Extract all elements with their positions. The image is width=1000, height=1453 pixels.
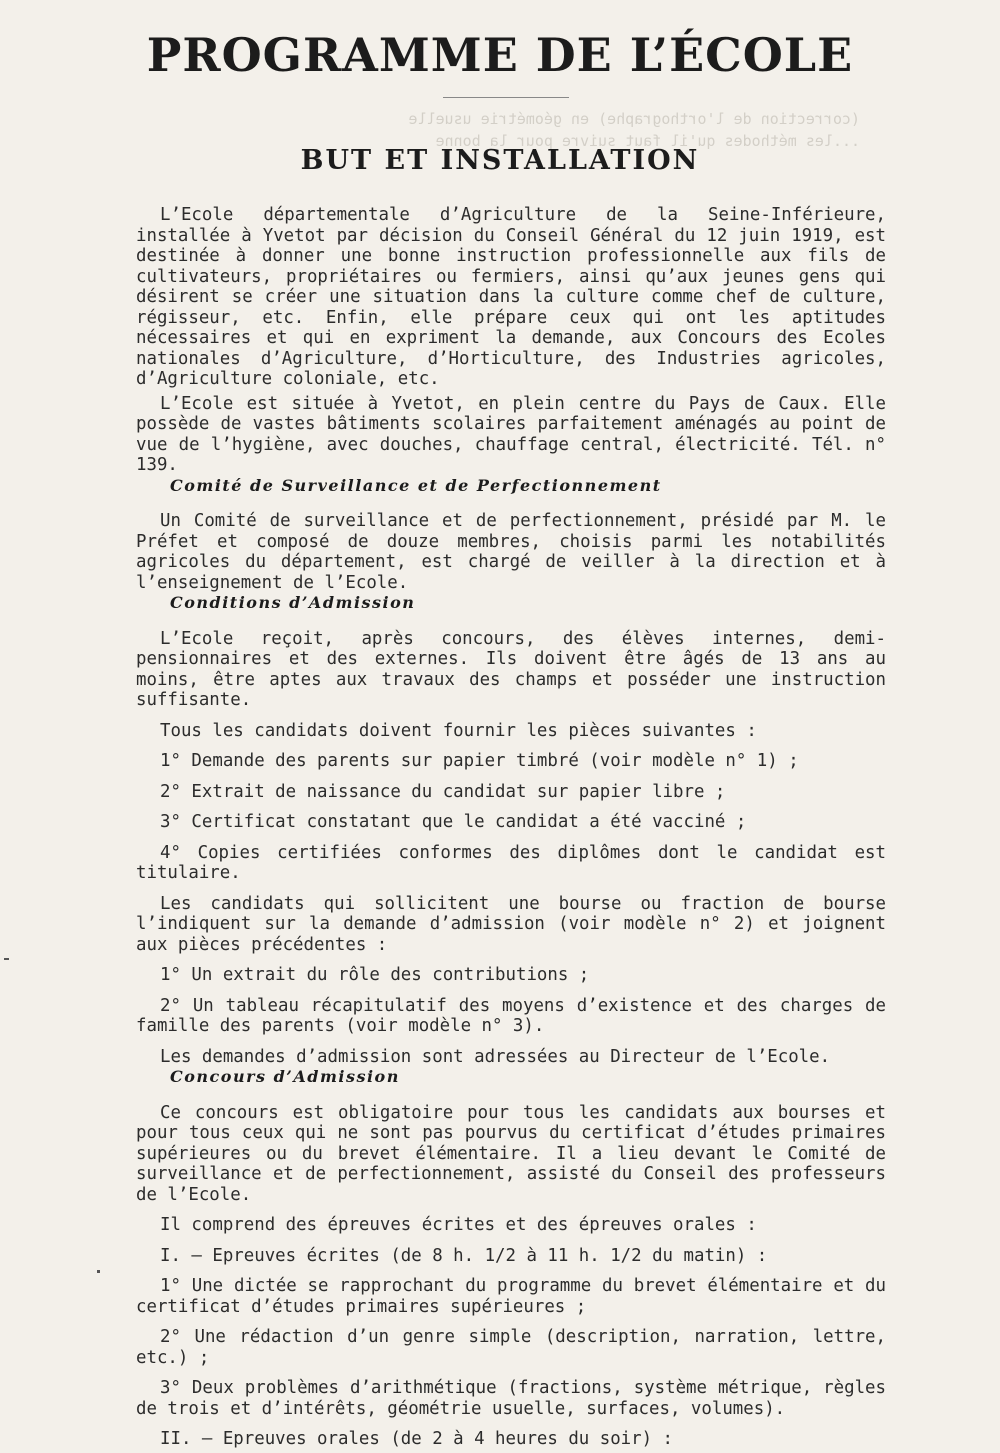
comite-heading: Comité de Surveillance et de Perfectionnement	[170, 475, 662, 495]
conditions-list-item: 4° Copies certifiées conformes des diplômes dont le candidat est titulaire.	[136, 842, 886, 883]
concours-list-item: 2° Une rédaction d’un genre simple (description, narration, lettre, etc.) ;	[136, 1327, 886, 1368]
concours-paragraph: Ce concours est obligatoire pour tous les candidats aux bourses et pour tous ceux qui ne sont pas pourvus du certificat d’études primaires supérieures ou du brevet élémentaire. Il a lieu devant le Comité de surveillance et de perfectionnement, assisté du Conseil des professeurs de l’Ecole.	[136, 1102, 886, 1205]
comite-paragraph: Un Comité de surveillance et de perfectionnement, présidé par M. le Préfet et composé de douze membres, choisis parmi les notabilités agricoles du département, est chargé de veiller à la direction et à l’enseignement de l’Ecole.	[136, 511, 886, 593]
conditions-list-item: 1° Demande des parents sur papier timbré (voir modèle n° 1) ;	[160, 751, 799, 771]
bleed-through-line: ...les méthodes qu'il faut suivre pour la bonne	[435, 132, 860, 150]
conditions-paragraph: Les candidats qui sollicitent une bourse ou fraction de bourse l’indiquent sur la demande d’admission (voir modèle n° 2) et joignent aux pièces précédentes :	[136, 893, 886, 955]
conditions-paragraph: Tous les candidats doivent fournir les pièces suivantes :	[160, 720, 757, 741]
conditions-list-item: 2° Un tableau récapitulatif des moyens d’existence et des charges de famille des parents (voir modèle n° 3).	[136, 995, 886, 1036]
page-title: PROGRAMME DE L’ÉCOLE	[146, 28, 854, 82]
conditions-list-item: 3° Certificat constatant que le candidat a été vacciné ;	[160, 812, 747, 832]
conditions-paragraph: Les demandes d’admission sont adressées au Directeur de l’Ecole.	[160, 1046, 831, 1067]
section-title: BUT ET INSTALLATION	[300, 145, 700, 176]
concours-paragraph: II. — Epreuves orales (de 2 à 4 heures du soir) :	[160, 1429, 674, 1449]
concours-heading: Concours d’Admission	[170, 1067, 400, 1086]
concours-paragraph: I. — Epreuves écrites (de 8 h. 1/2 à 11 h. 1/2 du matin) :	[160, 1245, 768, 1266]
document-body	[136, 205, 886, 1450]
intro-paragraph: L’Ecole départementale d’Agriculture de la Seine-Inférieure, installée à Yvetot par décision du Conseil Général du 12 juin 1919, est destinée à donner une bonne instruction professionnelle aux fils de cultivateurs, propriétaires ou fermiers, ainsi qu’aux jeunes gens qui désirent se créer une situation dans la culture comme chef de culture, régisseur, etc. Enfin, elle prépare ceux qui ont les aptitudes nécessaires et qui en expriment la demande, aux Concours des Ecoles nationales d’Agriculture, d’Horticulture, des Industries agricoles, d’Agriculture coloniale, etc.	[136, 205, 886, 389]
bleed-through-line: (correction de l'orthographe) en géométrie usuelle	[408, 110, 860, 128]
conditions-heading: Conditions d’Admission	[170, 593, 416, 612]
margin-mark	[97, 1270, 100, 1273]
conditions-paragraph: L’Ecole reçoit, après concours, des élèves internes, demi-pensionnaires et des externes. Ils doivent être âgés de 13 ans au moins, être aptes aux travaux des champs et posséder une instruction suffisante.	[136, 628, 886, 710]
concours-list-item: 3° Deux problèmes d’arithmétique (fractions, système métrique, règles de trois et d’intérêts, géométrie usuelle, surfaces, volumes).	[136, 1378, 886, 1419]
conditions-list-item: 2° Extrait de naissance du candidat sur papier libre ;	[160, 781, 726, 802]
intro-paragraph: L’Ecole est située à Yvetot, en plein centre du Pays de Caux. Elle possède de vastes bâtiments scolaires parfaitement aménagés au point de vue de l’hygiène, avec douches, chauffage central, électricité. Tél. n° 139.	[136, 393, 886, 475]
conditions-list-item: 1° Un extrait du rôle des contributions ;	[160, 965, 590, 985]
concours-list-item: 1° Une dictée se rapprochant du programme du brevet élémentaire et du certificat d’études primaires supérieures ;	[136, 1276, 886, 1317]
concours-paragraph: Il comprend des épreuves écrites et des épreuves orales :	[160, 1215, 757, 1235]
margin-mark	[4, 958, 9, 960]
title-divider	[443, 97, 569, 98]
